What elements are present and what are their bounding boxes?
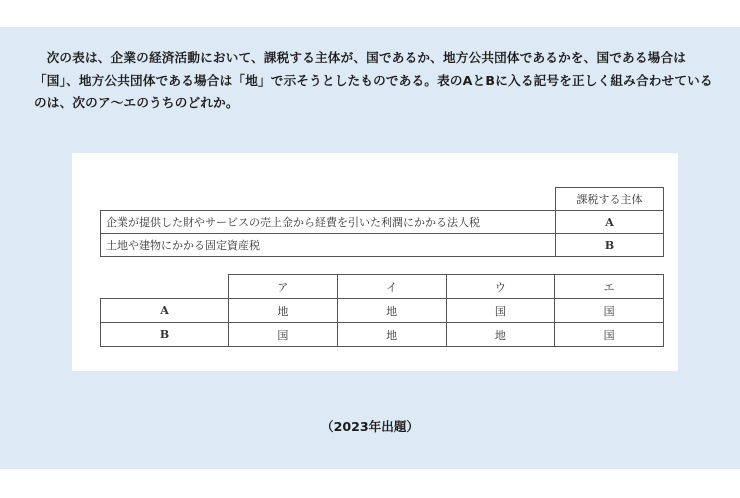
column-header-e: エ (555, 275, 664, 299)
table-cell: 国 (229, 323, 338, 347)
blank-cell (101, 188, 556, 211)
content-panel (0, 27, 740, 469)
table-row (101, 299, 664, 323)
table-row (101, 211, 664, 234)
table-cell: 地 (229, 299, 338, 323)
cell-value-a: A (556, 211, 664, 234)
question-text: 次の表は、企業の経済活動において、課税する主体が、国であるか、地方公共団体であるかを、国である場合は「国」、地方公共団体である場合は「地」で示そうとしたものである。表のAとBに入る記号を正しく組み合わせているのは、次のア～エのうちのどれか。 (34, 50, 713, 110)
table-cell: 国 (555, 299, 664, 323)
tax-subject-table (100, 187, 664, 257)
table-cell: 国 (446, 299, 555, 323)
table-cell: 地 (337, 323, 446, 347)
answer-choices-table (100, 274, 664, 347)
row-label-corporate-tax: 企業が提供した財やサービスの売上金から経費を引いた利潤にかかる法人税 (101, 211, 556, 234)
table-cell: 地 (337, 299, 446, 323)
cell-value-b: B (556, 234, 664, 257)
table-row (101, 323, 664, 347)
row-header-b: B (101, 323, 229, 347)
figure-tables (72, 153, 678, 371)
blank-cell (101, 275, 229, 299)
table-row (101, 275, 664, 299)
column-header-tax-subject: 課税する主体 (556, 188, 664, 211)
row-header-a: A (101, 299, 229, 323)
table-cell: 国 (555, 323, 664, 347)
table-row (101, 234, 664, 257)
column-header-i: イ (337, 275, 446, 299)
column-header-u: ウ (446, 275, 555, 299)
row-label-property-tax: 土地や建物にかかる固定資産税 (101, 234, 556, 257)
year-caption: （2023年出題） (320, 419, 420, 434)
column-header-a: ア (229, 275, 338, 299)
table-cell: 地 (446, 323, 555, 347)
table-row (101, 188, 664, 211)
